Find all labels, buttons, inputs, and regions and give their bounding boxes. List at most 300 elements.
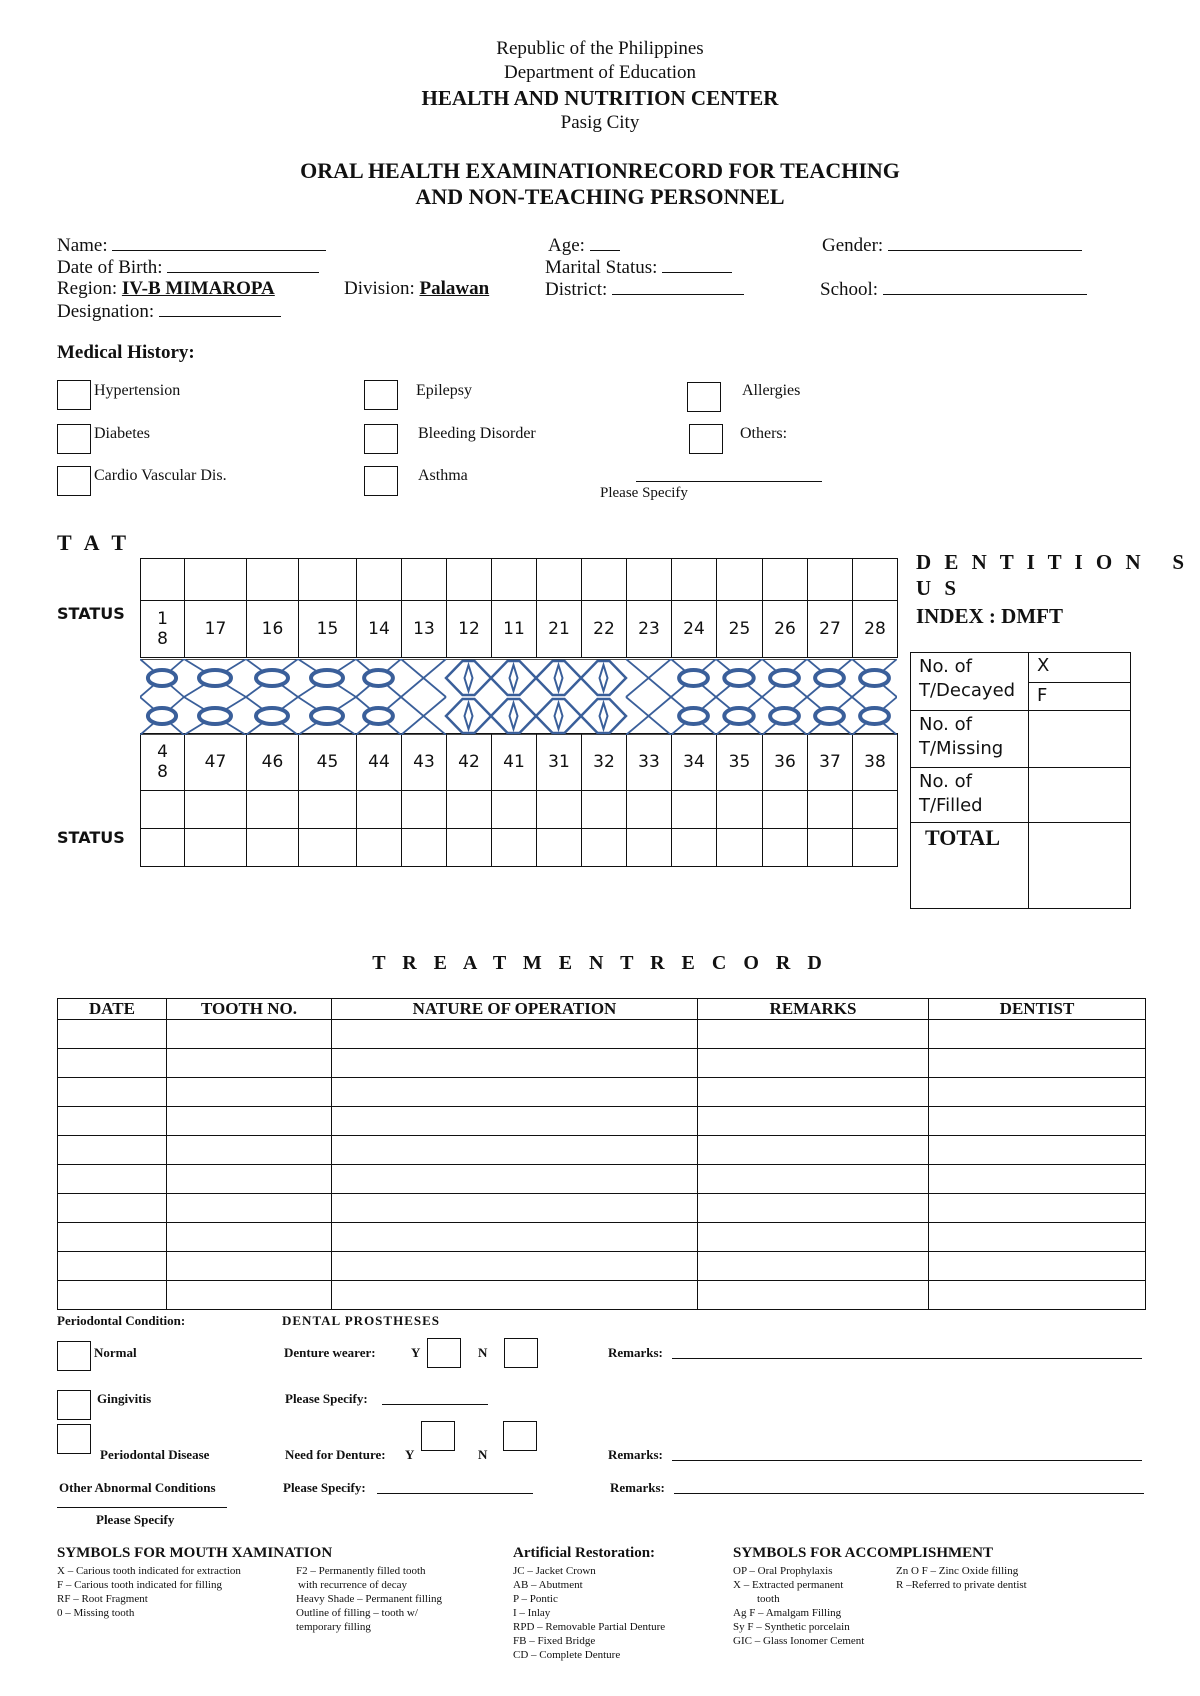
status-cell[interactable] [299, 559, 357, 601]
treatment-cell[interactable] [698, 1281, 929, 1310]
tooth-surface [199, 670, 231, 686]
treatment-cell[interactable] [929, 1165, 1146, 1194]
tooth-number: 42 [447, 734, 492, 791]
tooth-number: 43 [402, 734, 447, 791]
tooth-number: 35 [717, 734, 763, 791]
filled-label: No. of T/Filled [911, 768, 1029, 823]
name-field[interactable] [57, 234, 326, 257]
symbols-accomplishment-heading: SYMBOLS FOR ACCOMPLISHMENT [733, 1545, 994, 1561]
status-row-lower-2 [141, 829, 898, 867]
treatment-record-table [57, 998, 1146, 1310]
tooth-surface [679, 670, 708, 686]
symbol-line: JC – Jacket Crown [513, 1565, 596, 1577]
tooth-number: 22 [582, 601, 627, 658]
denture-wearer-label: Denture wearer: [284, 1345, 376, 1360]
tooth-surface [860, 670, 889, 686]
tooth-number: 17 [185, 601, 247, 658]
treatment-cell[interactable] [58, 1049, 167, 1078]
treatment-row [58, 1252, 1146, 1281]
status-cell[interactable] [492, 791, 537, 829]
allergies-checkbox[interactable] [687, 382, 721, 412]
denture-wearer-n-checkbox[interactable] [504, 1338, 538, 1368]
col-header-dentist: DENTIST [929, 999, 1146, 1020]
symbols-exam-heading: SYMBOLS FOR MOUTH XAMINATION [57, 1545, 333, 1561]
header-republic: Republic of the Philippines [496, 38, 704, 59]
denture-wearer-n: N [478, 1345, 488, 1360]
status-cell[interactable] [247, 829, 299, 867]
bleeding-disorder-checkbox[interactable] [364, 424, 398, 454]
status-cell[interactable] [402, 791, 447, 829]
please-specify-label-1: Please Specify: [285, 1391, 368, 1406]
remarks-line-1[interactable] [672, 1358, 1142, 1359]
tooth-surface [724, 708, 753, 724]
tooth-number: 33 [627, 734, 672, 791]
dmft-table [910, 652, 1131, 909]
age-field[interactable] [548, 234, 620, 257]
status-cell[interactable] [672, 829, 717, 867]
other-abnormal-label: Other Abnormal Conditions [59, 1480, 216, 1495]
need-denture-y: Y [405, 1447, 415, 1462]
treatment-cell[interactable] [332, 1049, 698, 1078]
treatment-cell[interactable] [332, 1194, 698, 1223]
treatment-cell[interactable] [332, 1252, 698, 1281]
treatment-row [58, 1107, 1146, 1136]
status-cell[interactable] [717, 791, 763, 829]
symbol-line: FB – Fixed Bridge [513, 1635, 596, 1647]
status-cell[interactable] [141, 829, 185, 867]
status-cell[interactable] [247, 791, 299, 829]
symbol-line: 0 – Missing tooth [57, 1607, 135, 1619]
status-row-lower-1 [141, 791, 898, 829]
region-field [57, 278, 275, 300]
treatment-cell[interactable] [698, 1194, 929, 1223]
symbol-line: temporary filling [296, 1621, 371, 1633]
dob-label: Date of Birth: [57, 257, 163, 278]
treatment-cell[interactable] [167, 1281, 332, 1310]
gender-line[interactable] [888, 234, 1082, 251]
tooth-number: 31 [537, 734, 582, 791]
tooth-number: 38 [853, 734, 898, 791]
treatment-cell[interactable] [332, 1136, 698, 1165]
symbol-line: OP – Oral Prophylaxis [733, 1565, 833, 1577]
col-header-tooth-no: TOOTH NO. [167, 999, 332, 1020]
tooth-surface [555, 703, 563, 729]
cardio-vascular-checkbox[interactable] [57, 466, 91, 496]
header-city: Pasig City [560, 112, 640, 133]
need-denture-n-checkbox[interactable] [503, 1421, 537, 1451]
treatment-cell[interactable] [929, 1194, 1146, 1223]
tooth-number: 11 [492, 601, 537, 658]
need-denture-y-checkbox[interactable] [421, 1421, 455, 1451]
status-label-top: STATUS [57, 604, 125, 623]
tooth-surface [770, 708, 799, 724]
tooth-number: 27 [808, 601, 853, 658]
col-header-remarks: REMARKS [698, 999, 929, 1020]
periodontal-disease-label: Periodontal Disease [100, 1447, 210, 1462]
symbol-line: Ag F – Amalgam Filling [733, 1607, 842, 1619]
tooth-number: 47 [185, 734, 247, 791]
bleeding-disorder-label: Bleeding Disorder [418, 425, 536, 442]
treatment-header-row [58, 999, 1146, 1020]
symbol-line: P – Pontic [513, 1593, 558, 1605]
treatment-cell[interactable] [332, 1165, 698, 1194]
gender-field[interactable] [822, 234, 1082, 257]
symbol-line: Heavy Shade – Permanent filling [296, 1593, 443, 1605]
denture-wearer-y: Y [411, 1345, 421, 1360]
upper-tooth-numbers-row [141, 601, 898, 658]
marital-field[interactable] [545, 256, 732, 279]
status-cell[interactable] [627, 791, 672, 829]
tooth-surface [555, 665, 563, 691]
school-line[interactable] [883, 278, 1087, 295]
tooth-surface [148, 670, 176, 686]
gingivitis-label: Gingivitis [97, 1391, 152, 1406]
status-cell[interactable] [247, 559, 299, 601]
treatment-cell[interactable] [167, 1165, 332, 1194]
dob-line[interactable] [167, 256, 319, 273]
treatment-row [58, 1020, 1146, 1049]
symbol-line: tooth [757, 1593, 780, 1605]
gender-label: Gender: [822, 235, 884, 256]
symbol-line: RPD – Removable Partial Denture [513, 1621, 666, 1633]
epilepsy-label: Epilepsy [416, 382, 472, 399]
treatment-cell[interactable] [698, 1136, 929, 1165]
status-cell[interactable] [853, 791, 898, 829]
treatment-cell[interactable] [698, 1020, 929, 1049]
remarks-label-3: Remarks: [610, 1480, 665, 1495]
status-cell[interactable] [627, 829, 672, 867]
form-title-line2: AND NON-TEACHING PERSONNEL [415, 184, 785, 209]
decayed-f-cell[interactable]: F [1029, 683, 1131, 711]
tooth-surface [148, 708, 176, 724]
treatment-row [58, 1136, 1146, 1165]
header-department: Department of Education [503, 62, 697, 83]
treatment-row [58, 1194, 1146, 1223]
tooth-number: 21 [537, 601, 582, 658]
age-line[interactable] [590, 234, 620, 251]
status-cell[interactable] [808, 829, 853, 867]
allergies-label: Allergies [742, 382, 801, 399]
status-cell[interactable] [582, 791, 627, 829]
status-cell[interactable] [357, 791, 402, 829]
decayed-label: No. of T/Decayed [911, 653, 1029, 711]
treatment-cell[interactable] [167, 1223, 332, 1252]
treatment-cell[interactable] [58, 1165, 167, 1194]
status-cell[interactable] [853, 559, 898, 601]
treatment-cell[interactable] [929, 1020, 1146, 1049]
treatment-cell[interactable] [929, 1107, 1146, 1136]
treatment-cell[interactable] [698, 1165, 929, 1194]
cardio-vascular-label: Cardio Vascular Dis. [94, 467, 227, 484]
others-label: Others: [740, 425, 788, 442]
tooth-number: 37 [808, 734, 853, 791]
tooth-number: 12 [447, 601, 492, 658]
hypertension-checkbox[interactable] [57, 380, 91, 410]
treatment-cell[interactable] [929, 1252, 1146, 1281]
status-row-upper-top [141, 559, 898, 601]
tooth-number: 45 [299, 734, 357, 791]
tooth-number: 13 [402, 601, 447, 658]
treatment-cell[interactable] [332, 1078, 698, 1107]
dmft-title-line3: INDEX : DMFT [916, 604, 1063, 628]
symbols-accomp-col2 [896, 1564, 1027, 1592]
symbol-line: X – Extracted permanent [733, 1579, 844, 1591]
symbol-line: Outline of filling – tooth w/ [296, 1607, 418, 1619]
division-field [344, 278, 489, 300]
treatment-cell[interactable] [167, 1020, 332, 1049]
symbols-exam-col1 [57, 1564, 241, 1620]
status-cell[interactable] [402, 559, 447, 601]
status-cell[interactable] [141, 791, 185, 829]
status-cell[interactable] [853, 829, 898, 867]
status-cell[interactable] [672, 559, 717, 601]
treatment-cell[interactable] [58, 1223, 167, 1252]
designation-label: Designation: [57, 301, 155, 322]
diabetes-label: Diabetes [94, 425, 150, 442]
district-line[interactable] [612, 278, 744, 295]
tooth-surface [815, 670, 844, 686]
status-cell[interactable] [357, 829, 402, 867]
status-cell[interactable] [141, 559, 185, 601]
tooth-number: 15 [299, 601, 357, 658]
tooth-number: 36 [763, 734, 808, 791]
form-title-line1: ORAL HEALTH EXAMINATIONRECORD FOR TEACHING [300, 158, 900, 183]
treatment-cell[interactable] [58, 1078, 167, 1107]
tooth-number: 24 [672, 601, 717, 658]
status-cell[interactable] [808, 791, 853, 829]
treatment-cell[interactable] [58, 1194, 167, 1223]
status-cell[interactable] [357, 559, 402, 601]
medical-history-heading: Medical History: [57, 342, 195, 363]
tooth-surface [600, 665, 608, 691]
treatment-row [58, 1281, 1146, 1310]
tooth-number: 28 [853, 601, 898, 658]
epilepsy-checkbox[interactable] [364, 380, 398, 410]
status-cell[interactable] [763, 829, 808, 867]
periodontal-disease-checkbox[interactable] [57, 1424, 91, 1454]
symbol-line: I – Inlay [513, 1607, 551, 1619]
remarks-line-2[interactable] [672, 1460, 1142, 1461]
treatment-row [58, 1165, 1146, 1194]
decayed-x-cell[interactable]: X [1029, 653, 1131, 683]
header-center: HEALTH AND NUTRITION CENTER [421, 86, 779, 110]
treatment-cell[interactable] [698, 1107, 929, 1136]
status-cell[interactable] [299, 829, 357, 867]
please-specify-caption: Please Specify [600, 485, 688, 501]
tooth-surface [311, 670, 343, 686]
treatment-cell[interactable] [58, 1020, 167, 1049]
remarks-line-3[interactable] [674, 1493, 1144, 1494]
designation-field[interactable] [57, 300, 281, 323]
asthma-checkbox[interactable] [364, 466, 398, 496]
denture-wearer-y-checkbox[interactable] [427, 1338, 461, 1368]
name-line[interactable] [112, 234, 326, 251]
dmft-title-line1: D E N T I T I O N S [916, 550, 1189, 574]
status-cell[interactable] [537, 559, 582, 601]
other-please-specify: Please Specify [96, 1512, 175, 1527]
status-cell[interactable] [717, 829, 763, 867]
status-cell[interactable] [582, 829, 627, 867]
treatment-row [58, 1078, 1146, 1107]
treatment-cell[interactable] [698, 1049, 929, 1078]
asthma-label: Asthma [418, 467, 468, 484]
status-cell[interactable] [537, 829, 582, 867]
lower-tooth-numbers-row [141, 734, 898, 791]
treatment-cell[interactable] [332, 1107, 698, 1136]
symbol-line: X – Carious tooth indicated for extraction [57, 1565, 241, 1577]
please-specify-line[interactable] [636, 481, 822, 482]
division-label: Division: [344, 278, 415, 299]
need-denture-label: Need for Denture: [285, 1447, 386, 1462]
symbol-line: F – Carious tooth indicated for filling [57, 1579, 222, 1591]
status-cell[interactable] [763, 559, 808, 601]
please-specify-line-1[interactable] [382, 1404, 488, 1405]
treatment-cell[interactable] [167, 1136, 332, 1165]
total-value-cell[interactable] [1029, 823, 1131, 909]
remarks-label-2: Remarks: [608, 1447, 663, 1462]
treatment-cell[interactable] [167, 1049, 332, 1078]
tooth-number: 44 [357, 734, 402, 791]
treatment-cell[interactable] [167, 1252, 332, 1281]
other-abnormal-line[interactable] [57, 1507, 227, 1508]
treatment-cell[interactable] [332, 1223, 698, 1252]
tooth-surface [364, 670, 393, 686]
treatment-cell[interactable] [332, 1020, 698, 1049]
status-cell[interactable] [763, 791, 808, 829]
symbol-line: RF – Root Fragment [57, 1593, 148, 1605]
tooth-number: 26 [763, 601, 808, 658]
tooth-number: 34 [672, 734, 717, 791]
tooth-number: 46 [247, 734, 299, 791]
dmft-title-line2: U S [916, 576, 961, 600]
tat-label: T A T [57, 530, 131, 555]
treatment-cell[interactable] [698, 1078, 929, 1107]
tooth-surface [364, 708, 393, 724]
status-cell[interactable] [447, 559, 492, 601]
symbol-line: Sy F – Synthetic porcelain [733, 1621, 850, 1633]
tooth-surface [465, 703, 473, 729]
symbol-line: Zn O F – Zinc Oxide filling [896, 1565, 1019, 1577]
treatment-cell[interactable] [58, 1136, 167, 1165]
artificial-restoration-list [513, 1564, 665, 1662]
status-cell[interactable] [582, 559, 627, 601]
normal-label: Normal [94, 1345, 137, 1360]
symbols-exam-col2 [296, 1564, 442, 1634]
treatment-cell[interactable] [167, 1078, 332, 1107]
status-cell[interactable] [717, 559, 763, 601]
status-cell[interactable] [492, 559, 537, 601]
region-value: IV-B MIMAROPA [121, 278, 275, 299]
symbol-line: CD – Complete Denture [513, 1649, 621, 1661]
please-specify-line-2[interactable] [377, 1493, 533, 1494]
tooth-surface [256, 708, 288, 724]
marital-line[interactable] [662, 256, 732, 273]
tooth-surface [815, 708, 844, 724]
status-cell[interactable] [185, 829, 247, 867]
status-cell[interactable] [627, 559, 672, 601]
status-cell[interactable] [402, 829, 447, 867]
treatment-cell[interactable] [929, 1049, 1146, 1078]
tooth-surface [860, 708, 889, 724]
tooth-number: 1 8 [141, 601, 185, 658]
status-cell[interactable] [185, 791, 247, 829]
tooth-number: 32 [582, 734, 627, 791]
treatment-cell[interactable] [929, 1136, 1146, 1165]
age-label: Age: [548, 235, 585, 256]
division-value: Palawan [419, 278, 490, 299]
tooth-number: 14 [357, 601, 402, 658]
status-cell[interactable] [185, 559, 247, 601]
prostheses-heading: DENTAL PROSTHESES [282, 1313, 441, 1328]
tooth-number: 23 [627, 601, 672, 658]
treatment-cell[interactable] [929, 1078, 1146, 1107]
remarks-label-1: Remarks: [608, 1345, 663, 1360]
tooth-surface [199, 708, 231, 724]
treatment-cell[interactable] [332, 1281, 698, 1310]
tooth-number: 41 [492, 734, 537, 791]
treatment-cell[interactable] [167, 1107, 332, 1136]
missing-value-cell[interactable] [1029, 711, 1131, 768]
diabetes-checkbox[interactable] [57, 424, 91, 454]
treatment-row [58, 1049, 1146, 1078]
school-label: School: [820, 279, 879, 300]
designation-line[interactable] [159, 300, 281, 317]
treatment-cell[interactable] [929, 1223, 1146, 1252]
filled-value-cell[interactable] [1029, 768, 1131, 823]
hypertension-label: Hypertension [94, 382, 181, 399]
gingivitis-checkbox[interactable] [57, 1390, 91, 1420]
treatment-cell[interactable] [58, 1252, 167, 1281]
tooth-surface [724, 670, 753, 686]
status-cell[interactable] [808, 559, 853, 601]
treatment-cell[interactable] [698, 1223, 929, 1252]
treatment-cell[interactable] [58, 1107, 167, 1136]
name-label: Name: [57, 235, 108, 256]
status-cell[interactable] [447, 791, 492, 829]
others-checkbox[interactable] [689, 424, 723, 454]
treatment-cell[interactable] [167, 1194, 332, 1223]
status-cell[interactable] [537, 791, 582, 829]
total-label: TOTAL [911, 823, 1029, 909]
tooth-surface [679, 708, 708, 724]
school-field[interactable] [820, 278, 1087, 301]
col-header-nature: NATURE OF OPERATION [332, 999, 698, 1020]
symbol-line: R –Referred to private dentist [896, 1579, 1027, 1591]
marital-label: Marital Status: [545, 257, 658, 278]
need-denture-n: N [478, 1447, 488, 1462]
tooth-surface [311, 708, 343, 724]
tooth-number: 16 [247, 601, 299, 658]
treatment-cell[interactable] [929, 1281, 1146, 1310]
status-cell[interactable] [672, 791, 717, 829]
please-specify-label-2: Please Specify: [283, 1480, 366, 1495]
status-cell[interactable] [492, 829, 537, 867]
missing-label: No. of T/Missing [911, 711, 1029, 768]
treatment-cell[interactable] [698, 1252, 929, 1281]
status-cell[interactable] [299, 791, 357, 829]
treatment-body [58, 1020, 1146, 1310]
district-field[interactable] [545, 278, 744, 301]
dob-field[interactable] [57, 256, 319, 279]
tooth-diagram[interactable] [140, 659, 897, 735]
symbol-line: with recurrence of decay [298, 1579, 408, 1591]
status-cell[interactable] [447, 829, 492, 867]
symbols-accomp-col1 [733, 1564, 864, 1648]
treatment-cell[interactable] [58, 1281, 167, 1310]
normal-checkbox[interactable] [57, 1341, 91, 1371]
tooth-surface [600, 703, 608, 729]
col-header-date: DATE [58, 999, 167, 1020]
